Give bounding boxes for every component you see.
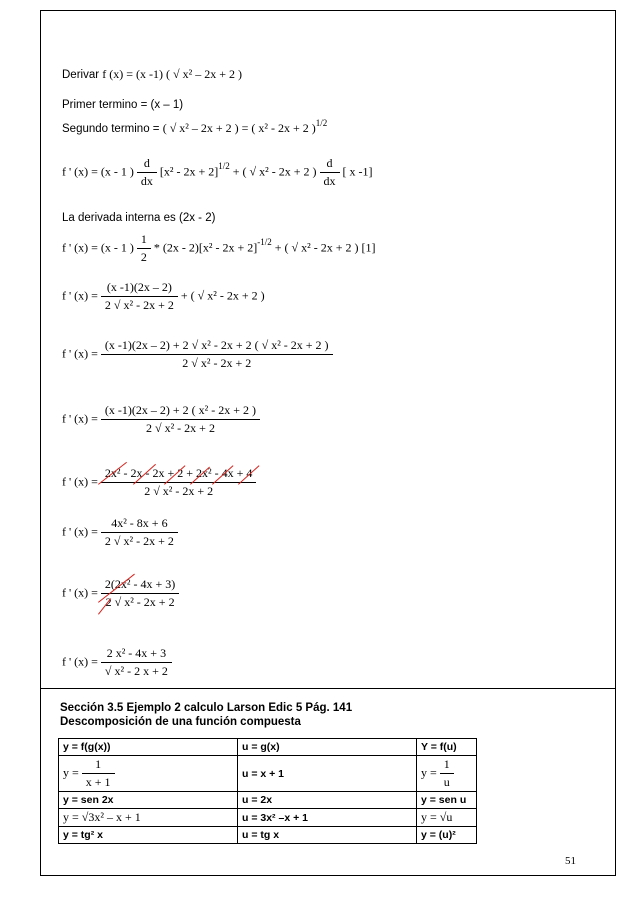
table-row [59, 809, 477, 827]
second-term-label: Segundo termino = [62, 123, 160, 135]
step-5-fraction [101, 403, 260, 436]
d-numerator: d [143, 156, 150, 170]
second-term-exponent: 1/2 [315, 118, 328, 128]
half-numerator: 1 [140, 232, 147, 246]
step-7-numerator: 4x² - 8x + 6 [111, 516, 168, 530]
step-5-lhs: f ' (x) = [62, 411, 98, 426]
table-row [59, 756, 477, 792]
step-2-rest: + ( √ x² - 2x + 2 ) [1] [274, 240, 376, 255]
table-cell [59, 756, 238, 792]
cell-denominator: u [440, 773, 454, 790]
dx-denominator: dx [137, 172, 157, 189]
table-cell: u = 3x² –x + 1 [238, 809, 417, 827]
table-cell: u = 2x [238, 792, 417, 809]
step-9-lhs: f ' (x) = [62, 654, 98, 669]
step-5-numerator: (x -1)(2x – 2) + 2 ( x² - 2x + 2 ) [104, 403, 257, 417]
step-2 [62, 232, 375, 265]
step-1 [62, 156, 373, 189]
table-cell: u = x + 1 [238, 756, 417, 792]
section-divider [40, 688, 616, 689]
step-8 [62, 577, 179, 610]
step-6-lhs: f ' (x) = [62, 474, 98, 489]
step-4-denominator: 2 √ x² - 2x + 2 [101, 354, 333, 371]
second-term-line [62, 118, 328, 136]
d-numerator-2: d [326, 156, 333, 170]
step-2-body: * (2x - 2)[x² - 2x + 2] [153, 240, 258, 255]
table-cell: y = sen 2x [59, 792, 238, 809]
table-header-row [59, 739, 477, 756]
first-term: Primer termino = (x – 1) [62, 99, 184, 111]
step-8-lhs: f ' (x) = [62, 585, 98, 600]
step-7-fraction [101, 516, 178, 549]
cell-prefix: y = [421, 765, 437, 780]
step-3-denominator: 2 √ x² - 2x + 2 [101, 296, 178, 313]
table-cell: y = √u [417, 809, 477, 827]
table-cell: y = (u)² [417, 827, 477, 844]
step-3-lhs: f ' (x) = [62, 288, 98, 303]
step-7-denominator: 2 √ x² - 2x + 2 [101, 532, 178, 549]
step-4-lhs: f ' (x) = [62, 346, 98, 361]
step-6-numerator: 2x² - 2x - 2x + 2 + 2x² - 4x + 4 [104, 466, 253, 480]
step-8-numerator: 2(2x² - 4x + 3) [104, 577, 176, 591]
step-1-lhs: f ' (x) = (x - 1 ) [62, 164, 134, 179]
step-4-fraction [101, 338, 333, 371]
half-denominator: 2 [137, 248, 151, 265]
cell-numerator: 1 [95, 757, 102, 771]
step-3-fraction [101, 280, 178, 313]
table-cell: y = tg² x [59, 827, 238, 844]
dx-denominator-2: dx [320, 172, 340, 189]
step-6-denominator: 2 √ x² - 2x + 2 [101, 482, 257, 499]
table-row [59, 792, 477, 809]
cell-prefix: y = [63, 765, 79, 780]
derive-line [62, 67, 242, 82]
cell-fraction [82, 757, 115, 790]
table-cell: y = sen u [417, 792, 477, 809]
derive-expression: f (x) = (x -1) ( √ x² – 2x + 2 ) [102, 67, 242, 81]
step-4 [62, 338, 333, 371]
table-cell: y = √3x² – x + 1 [59, 809, 238, 827]
step-1-d-dx-2 [320, 156, 340, 189]
step-2-exponent: -1/2 [257, 237, 272, 248]
step-1-rest: + ( √ x² - 2x + 2 ) [232, 164, 317, 179]
step-3 [62, 280, 265, 313]
step-3-rest: + ( √ x² - 2x + 2 ) [180, 288, 265, 303]
page-number: 51 [565, 855, 576, 867]
step-3-numerator: (x -1)(2x – 2) [106, 280, 172, 294]
step-1-exponent: 1/2 [218, 161, 230, 172]
section-title: Sección 3.5 Ejemplo 2 calculo Larson Edic 5 Pág. 141 [60, 702, 353, 714]
table-row [59, 827, 477, 844]
step-8-denominator: 2 √ x² - 2x + 2 [101, 593, 179, 610]
step-5 [62, 403, 260, 436]
step-1-tail: [ x -1] [342, 164, 373, 179]
step-1-body: [x² - 2x + 2] [159, 164, 219, 179]
table-cell: u = tg x [238, 827, 417, 844]
derive-label: Derivar [62, 69, 100, 81]
cell-fraction [440, 757, 454, 790]
decomposition-table [58, 738, 477, 844]
step-9-fraction [101, 646, 172, 679]
step-5-denominator: 2 √ x² - 2x + 2 [101, 419, 260, 436]
inner-derivative-note: La derivada interna es (2x - 2) [62, 212, 216, 224]
step-2-lhs: f ' (x) = (x - 1 ) [62, 240, 134, 255]
second-term-expression: ( √ x² – 2x + 2 ) = ( x² - 2x + 2 ) [162, 121, 316, 135]
table-cell [417, 756, 477, 792]
cell-denominator: x + 1 [82, 773, 115, 790]
step-9-denominator: √ x² - 2 x + 2 [101, 662, 172, 679]
header-fu: Y = f(u) [417, 739, 477, 756]
step-9 [62, 646, 172, 679]
step-7 [62, 516, 178, 549]
section-subtitle: Descomposición de una función compuesta [60, 716, 301, 728]
step-9-numerator: 2 x² - 4x + 3 [106, 646, 167, 660]
header-ugx: u = g(x) [238, 739, 417, 756]
header-fgx: y = f(g(x)) [59, 739, 238, 756]
step-8-fraction [101, 577, 179, 610]
step-1-d-dx [137, 156, 157, 189]
step-2-half [137, 232, 151, 265]
cell-numerator: 1 [443, 757, 450, 771]
step-7-lhs: f ' (x) = [62, 524, 98, 539]
step-4-numerator: (x -1)(2x – 2) + 2 √ x² - 2x + 2 ( √ x² - 2x + 2 ) [104, 338, 329, 352]
